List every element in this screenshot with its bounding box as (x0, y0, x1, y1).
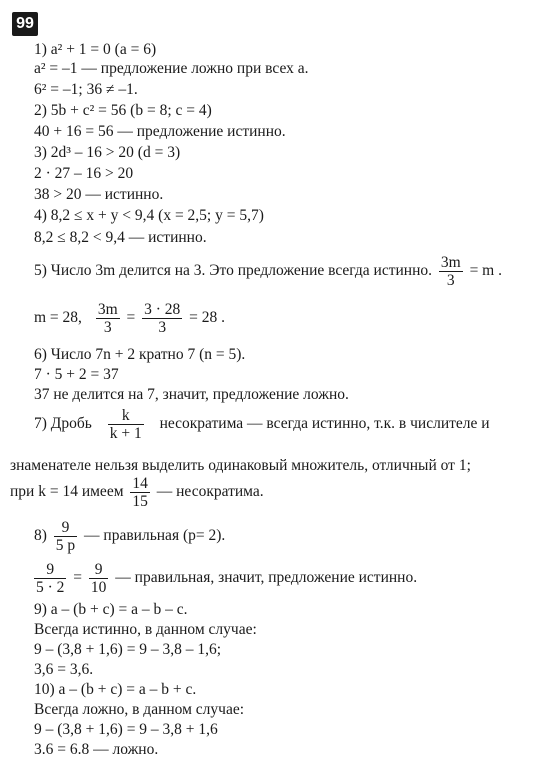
text-segment: = 28 . (189, 309, 226, 326)
formula-line (10, 474, 264, 510)
text-segment: m = 28, (34, 309, 82, 326)
fraction (89, 561, 109, 596)
text-line: 6) Число 7n + 2 кратно 7 (n = 5). (34, 346, 246, 363)
text-segment: 8) (34, 527, 47, 544)
text-line: 10) a – (b + c) = a – b + c. (34, 681, 197, 698)
denominator: 15 (132, 492, 148, 510)
text-line: 1) a² + 1 = 0 (a = 6) (34, 41, 157, 58)
numerator: k (108, 407, 144, 425)
problem-number-badge: 99 (12, 12, 38, 36)
text-line: 9 – (3,8 + 1,6) = 9 – 3,8 – 1,6; (34, 641, 222, 658)
formula-line (34, 300, 225, 336)
text-line: 2 · 27 – 16 > 20 (34, 165, 134, 182)
numerator: 14 (132, 474, 148, 492)
text-line: 9 – (3,8 + 1,6) = 9 – 3,8 + 1,6 (34, 721, 218, 738)
text-line: 3.6 = 6.8 — ложно. (34, 741, 159, 758)
fraction (439, 254, 463, 289)
text-line: 3,6 = 3,6. (34, 661, 94, 678)
fraction (142, 301, 182, 336)
fraction (96, 301, 120, 336)
text-segment: 7) Дробь (34, 415, 92, 432)
text-line: знаменателе нельзя выделить одинаковый множитель, отличный от 1; (10, 457, 471, 474)
denominator: 3 (158, 318, 167, 336)
text-line: 7 · 5 + 2 = 37 (34, 366, 119, 383)
text-segment: 5) Число 3m делится на 3. Это предложение всегда истинно. (34, 262, 432, 279)
text-line: 2) 5b + c² = 56 (b = 8; c = 4) (34, 102, 212, 119)
text-line: 37 не делится на 7, значит, предложение ложно. (34, 386, 349, 403)
denominator: 3 (446, 271, 455, 289)
text-line: a² = –1 — предложение ложно при всех a. (34, 60, 309, 77)
text-segment: = m . (469, 262, 502, 279)
text-line: Всегда ложно, в данном случае: (34, 701, 245, 718)
formula-line (34, 518, 225, 554)
denominator: 10 (90, 578, 107, 596)
text-segment: = (126, 309, 136, 326)
denominator: 3 (103, 318, 112, 336)
numerator: 3m (440, 253, 461, 271)
denominator: 5 p (55, 536, 76, 554)
fraction (34, 561, 66, 596)
numerator: 9 (34, 561, 66, 579)
text-line: 3) 2d³ – 16 > 20 (d = 3) (34, 144, 181, 161)
text-line: 9) a – (b + c) = a – b – c. (34, 601, 188, 618)
numerator: 9 (54, 519, 77, 537)
text-line: 4) 8,2 ≤ x + y < 9,4 (x = 2,5; y = 5,7) (34, 207, 264, 224)
text-segment: = (73, 569, 83, 586)
denominator: k + 1 (109, 424, 142, 442)
text-segment: — несократима. (156, 483, 264, 500)
text-segment: несократима — всегда истинно, т.к. в числителе и (159, 415, 490, 432)
text-line: 40 + 16 = 56 — предложение истинно. (34, 123, 286, 140)
text-segment: при k = 14 имеем (10, 483, 124, 500)
numerator: 9 (89, 561, 109, 579)
formula-line (34, 406, 490, 442)
text-line: 8,2 ≤ 8,2 < 9,4 — истинно. (34, 229, 207, 246)
fraction (54, 519, 77, 554)
text-line: 38 > 20 — истинно. (34, 186, 164, 203)
formula-line (34, 253, 502, 289)
text-segment: — правильная (p= 2). (84, 527, 226, 544)
fraction (108, 407, 144, 442)
denominator: 5 · 2 (36, 578, 65, 596)
text-line: 6² = –1; 36 ≠ –1. (34, 81, 138, 98)
text-segment: — правильная, значит, предложение истинно. (115, 569, 418, 586)
fraction (130, 475, 150, 510)
numerator: 3 · 28 (144, 300, 181, 318)
text-line: Всегда истинно, в данном случае: (34, 621, 257, 638)
numerator: 3m (97, 300, 118, 318)
formula-line (34, 560, 417, 596)
